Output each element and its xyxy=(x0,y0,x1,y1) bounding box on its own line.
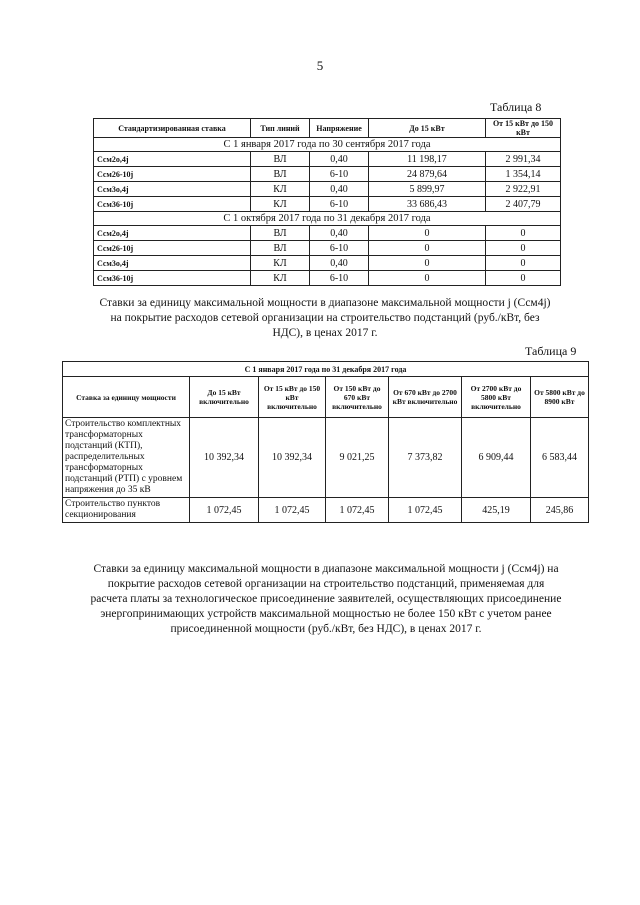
voltage: 0,40 xyxy=(310,256,369,271)
rate-code: Ссм26-10j xyxy=(94,241,251,256)
value-15-150: 0 xyxy=(486,241,561,256)
table9-header: До 15 кВт включительно xyxy=(190,377,259,418)
table8-header: Напряжение xyxy=(310,119,369,138)
value-15-150: 2 407,79 xyxy=(486,197,561,212)
line-type: КЛ xyxy=(251,271,310,286)
table9-caption: Ставки за единицу максимальной мощности в диапазоне максимальной мощности j (Ссм4j) на покрытие расходов сетевой организации на строительство подстанций (руб./кВт, без НДС), в ценах 2017 г. xyxy=(99,297,551,339)
rate-value: 9 021,25 xyxy=(326,418,389,498)
voltage: 0,40 xyxy=(310,226,369,241)
voltage: 6-10 xyxy=(310,167,369,182)
rate-value: 1 072,45 xyxy=(326,498,389,523)
rate-value: 1 072,45 xyxy=(389,498,462,523)
rate-value: 10 392,34 xyxy=(259,418,326,498)
rate-value: 10 392,34 xyxy=(190,418,259,498)
voltage: 0,40 xyxy=(310,182,369,197)
rate-value: 425,19 xyxy=(462,498,531,523)
rate-value: 6 909,44 xyxy=(462,418,531,498)
voltage: 6-10 xyxy=(310,241,369,256)
table8-period: С 1 января 2017 года по 30 сентября 2017 года xyxy=(94,138,561,152)
value-upto-15: 0 xyxy=(369,256,486,271)
table-row xyxy=(94,241,561,256)
value-upto-15: 5 899,97 xyxy=(369,182,486,197)
line-type: ВЛ xyxy=(251,241,310,256)
value-15-150: 0 xyxy=(486,271,561,286)
rate-value: 245,86 xyxy=(531,498,589,523)
table-row xyxy=(94,167,561,182)
voltage: 6-10 xyxy=(310,197,369,212)
line-type: ВЛ xyxy=(251,152,310,167)
table-row xyxy=(94,182,561,197)
voltage: 0,40 xyxy=(310,152,369,167)
rate-value: 6 583,44 xyxy=(531,418,589,498)
value-15-150: 0 xyxy=(486,226,561,241)
table9-header: От 150 кВт до 670 кВт включительно xyxy=(326,377,389,418)
line-type: ВЛ xyxy=(251,167,310,182)
table-row xyxy=(94,152,561,167)
value-upto-15: 0 xyxy=(369,241,486,256)
rate-code: Ссм2о,4j xyxy=(94,226,251,241)
rate-value: 1 072,45 xyxy=(190,498,259,523)
line-type: КЛ xyxy=(251,197,310,212)
table9-label: Таблица 9 xyxy=(525,344,577,358)
rate-code: Ссм26-10j xyxy=(94,167,251,182)
value-upto-15: 33 686,43 xyxy=(369,197,486,212)
table-row xyxy=(94,226,561,241)
table9-period: С 1 января 2017 года по 31 декабря 2017 года xyxy=(63,362,589,377)
value-15-150: 0 xyxy=(486,256,561,271)
cost-item-name: Строительство пунктов секционирования xyxy=(63,498,190,523)
table9-header: От 670 кВт до 2700 кВт включительно xyxy=(389,377,462,418)
table-row xyxy=(63,498,589,523)
table9-header: От 5800 кВт до 8900 кВт xyxy=(531,377,589,418)
table-row xyxy=(94,197,561,212)
line-type: КЛ xyxy=(251,182,310,197)
final-caption: Ставки за единицу максимальной мощности в диапазоне максимальной мощности j (Ссм4j) на покрытие расходов сетевой организации на строительство подстанций, применяемая для расчета платы за технологическое присоединение заявителей, осуществляющих присоединение энергопринимающих устройств максимальной мощностью не более 150 кВт с учетом ранее присоединенной мощности (руб./кВт, без НДС), в ценах 2017 г. xyxy=(90,563,562,635)
rate-code: Ссм36-10j xyxy=(94,271,251,286)
table8-period: С 1 октября 2017 года по 31 декабря 2017 года xyxy=(94,212,561,226)
line-type: ВЛ xyxy=(251,226,310,241)
table8 xyxy=(93,118,561,286)
rate-code: Ссм3о,4j xyxy=(94,182,251,197)
value-15-150: 2 991,34 xyxy=(486,152,561,167)
table8-header: До 15 кВт xyxy=(369,119,486,138)
table8-header: Тип линий xyxy=(251,119,310,138)
table9-header: Ставка за единицу мощности xyxy=(63,377,190,418)
voltage: 6-10 xyxy=(310,271,369,286)
table8-header: От 15 кВт до 150 кВт xyxy=(486,119,561,138)
table9-header: От 15 кВт до 150 кВт включительно xyxy=(259,377,326,418)
table8-period-row xyxy=(94,138,561,152)
value-upto-15: 0 xyxy=(369,226,486,241)
value-upto-15: 24 879,64 xyxy=(369,167,486,182)
value-15-150: 1 354,14 xyxy=(486,167,561,182)
table-row xyxy=(63,418,589,498)
rate-value: 7 373,82 xyxy=(389,418,462,498)
rate-code: Ссм3о,4j xyxy=(94,256,251,271)
table-row xyxy=(94,256,561,271)
table9-period-row xyxy=(63,362,589,377)
table9 xyxy=(62,361,589,523)
value-upto-15: 0 xyxy=(369,271,486,286)
rate-code: Ссм36-10j xyxy=(94,197,251,212)
rate-code: Ссм2о,4j xyxy=(94,152,251,167)
table8-label: Таблица 8 xyxy=(490,100,542,114)
table9-header: От 2700 кВт до 5800 кВт включительно xyxy=(462,377,531,418)
table8-header: Стандартизированная ставка xyxy=(94,119,251,138)
value-15-150: 2 922,91 xyxy=(486,182,561,197)
line-type: КЛ xyxy=(251,256,310,271)
value-upto-15: 11 198,17 xyxy=(369,152,486,167)
cost-item-name: Строительство комплектных трансформаторных подстанций (КТП), распределительных трансформаторных подстанций (РТП) с уровнем напряжения до 35 кВ xyxy=(63,418,190,498)
table8-header-row xyxy=(94,119,561,138)
rate-value: 1 072,45 xyxy=(259,498,326,523)
page-number: 5 xyxy=(316,58,324,73)
table8-period-row xyxy=(94,212,561,226)
table-row xyxy=(94,271,561,286)
table9-header-row xyxy=(63,377,589,418)
